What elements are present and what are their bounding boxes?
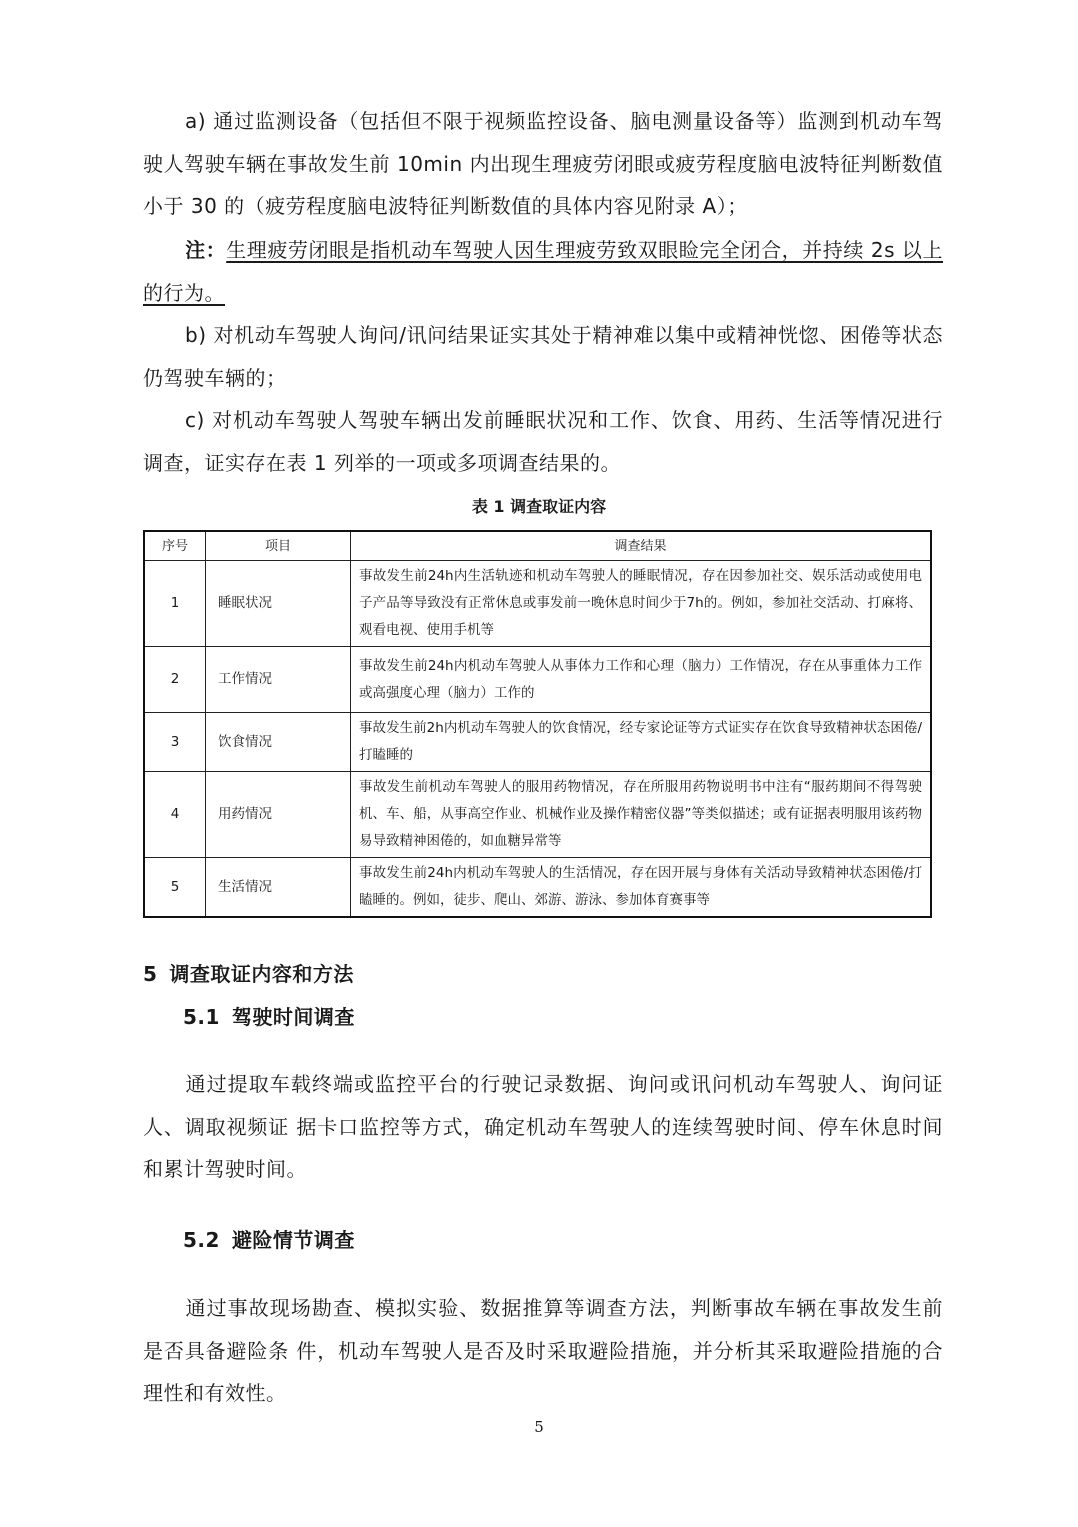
paragraph-c <box>143 399 943 484</box>
note-paragraph <box>143 229 943 314</box>
section-5-1-title: 驾驶时间调查 <box>231 1005 355 1029</box>
section-5-1-body-text: 通过提取车载终端或监控平台的行驶记录数据、询问或讯问机动车驾驶人、询问证人、调取视频证 据卡口监控等方式，确定机动车驾驶人的连续驾驶时间、停车休息时间和累计驾驶时间。 <box>143 1072 943 1181</box>
paragraph-c-text: c) 对机动车驾驶人驾驶车辆出发前睡眠状况和工作、饮食、用药、生活等情况进行调查，证实存在表 1 列举的一项或多项调查结果的。 <box>143 408 943 475</box>
row-item: 用药情况 <box>206 772 351 858</box>
row-result: 事故发生前24h内机动车驾驶人的生活情况，存在因开展与身体有关活动导致精神状态困倦/打瞌睡的。例如，徒步、爬山、郊游、游泳、参加体育赛事等 <box>351 858 932 918</box>
table-caption: 表 1 调查取证内容 <box>471 497 607 516</box>
row-item: 工作情况 <box>206 647 351 713</box>
note-label: 注： <box>185 238 227 262</box>
section-5-1-heading <box>183 1001 355 1030</box>
row-item: 饮食情况 <box>206 713 351 772</box>
section-5-2-number: 5.2 <box>183 1228 220 1252</box>
row-item: 生活情况 <box>206 858 351 918</box>
section-5-number: 5 <box>143 962 158 986</box>
row-no: 5 <box>144 858 206 918</box>
row-no: 4 <box>144 772 206 858</box>
row-item: 睡眠状况 <box>206 561 351 647</box>
section-5-2-heading <box>183 1224 355 1253</box>
evidence-table <box>143 530 932 918</box>
section-5-1-number: 5.1 <box>183 1005 220 1029</box>
paragraph-a-text: a) 通过监测设备（包括但不限于视频监控设备、脑电测量设备等）监测到机动车驾驶人驾驶车辆在事故发生前 10min 内出现生理疲劳闭眼或疲劳程度脑电波特征判断数值小于 30 的（疲劳程度脑电波特征判断数值的具体内容见附录 A）； <box>143 109 943 218</box>
paragraph-a <box>143 100 943 228</box>
row-no: 1 <box>144 561 206 647</box>
section-5-1-body <box>143 1063 943 1191</box>
header-no: 序号 <box>144 531 206 561</box>
row-result: 事故发生前2h内机动车驾驶人的饮食情况，经专家论证等方式证实存在饮食导致精神状态困倦/打瞌睡的 <box>351 713 932 772</box>
section-5-heading <box>143 958 354 987</box>
table-row <box>144 561 931 647</box>
row-no: 3 <box>144 713 206 772</box>
header-result: 调查结果 <box>351 531 932 561</box>
table-row <box>144 713 931 772</box>
note-text: 生理疲劳闭眼是指机动车驾驶人因生理疲劳致双眼睑完全闭合，并持续 2s 以上的行为。 <box>143 238 944 305</box>
section-5-2-title: 避险情节调查 <box>231 1228 355 1252</box>
header-item: 项目 <box>206 531 351 561</box>
table-row <box>144 647 931 713</box>
paragraph-b-text: b) 对机动车驾驶人询问/讯问结果证实其处于精神难以集中或精神恍惚、困倦等状态仍驾驶车辆的； <box>143 323 943 390</box>
section-5-2-body <box>143 1287 943 1415</box>
table-header-row <box>144 531 931 561</box>
section-5-title: 调查取证内容和方法 <box>169 962 354 986</box>
row-no: 2 <box>144 647 206 713</box>
table-row <box>144 772 931 858</box>
page-number: 5 <box>534 1418 544 1436</box>
section-5-2-body-text: 通过事故现场勘查、模拟实验、数据推算等调查方法，判断事故车辆在事故发生前是否具备避险条 件，机动车驾驶人是否及时采取避险措施，并分析其采取避险措施的合理性和有效性。 <box>143 1296 943 1405</box>
row-result: 事故发生前机动车驾驶人的服用药物情况，存在所服用药物说明书中注有“服药期间不得驾驶机、车、船，从事高空作业、机械作业及操作精密仪器”等类似描述；或有证据表明服用该药物易导致精神困倦的，如血糖异常等 <box>351 772 932 858</box>
row-result: 事故发生前24h内生活轨迹和机动车驾驶人的睡眠情况，存在因参加社交、娱乐活动或使用电子产品等导致没有正常休息或事发前一晚休息时间少于7h的。例如，参加社交活动、打麻将、观看电视、使用手机等 <box>351 561 932 647</box>
table-row <box>144 858 931 918</box>
paragraph-b <box>143 314 943 399</box>
row-result: 事故发生前24h内机动车驾驶人从事体力工作和心理（脑力）工作情况，存在从事重体力工作或高强度心理（脑力）工作的 <box>351 647 932 713</box>
